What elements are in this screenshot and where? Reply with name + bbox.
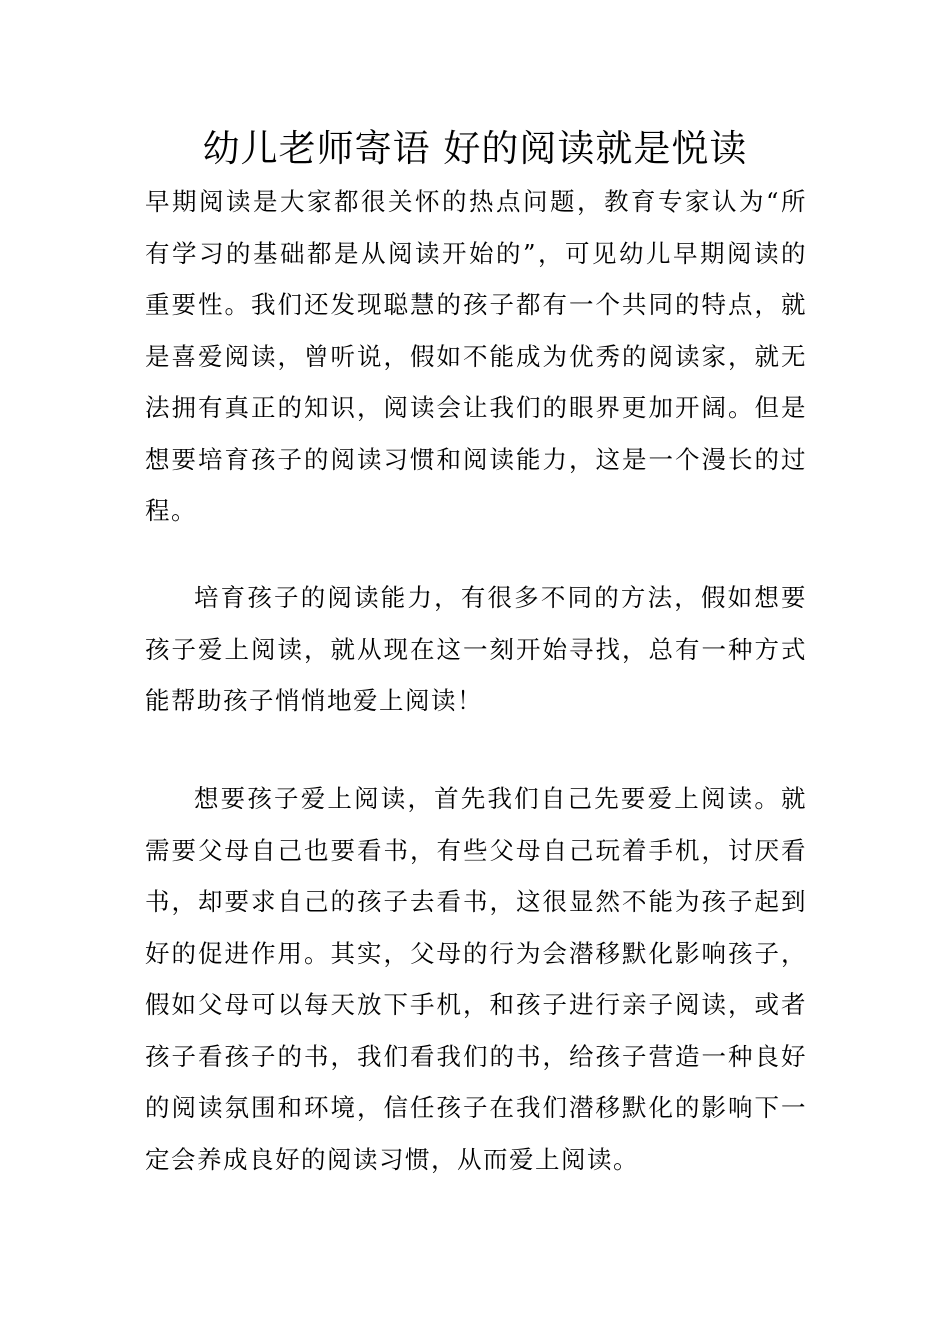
paragraph-1: 早期阅读是大家都很关怀的热点问题，教育专家认为“所有学习的基础都是从阅读开始的”，可见幼儿早期阅读的重要性。我们还发现聪慧的孩子都有一个共同的特点，就是喜爱阅读，曾听说，假如不能成为优秀的阅读家，就无法拥有真正的知识，阅读会让我们的眼界更加开阔。但是想要培育孩子的阅读习惯和阅读能力，这是一个漫长的过程。	[145, 187, 807, 525]
paragraph-2: 培育孩子的阅读能力，有很多不同的方法，假如想要孩子爱上阅读，就从现在这一刻开始寻找，总有一种方式能帮助孩子悄悄地爱上阅读！	[145, 583, 807, 715]
document-title: 幼儿老师寄语 好的阅读就是悦读	[202, 127, 748, 170]
paragraph-3: 想要孩子爱上阅读，首先我们自己先要爱上阅读。就需要父母自己也要看书，有些父母自己玩着手机，讨厌看书，却要求自己的孩子去看书，这很显然不能为孩子起到好的促进作用。其实，父母的行为会潜移默化影响孩子，假如父母可以每天放下手机，和孩子进行亲子阅读，或者孩子看孩子的书，我们看我们的书，给孩子营造一种良好的阅读氛围和环境，信任孩子在我们潜移默化的影响下一定会养成良好的阅读习惯，从而爱上阅读。	[145, 784, 807, 1174]
